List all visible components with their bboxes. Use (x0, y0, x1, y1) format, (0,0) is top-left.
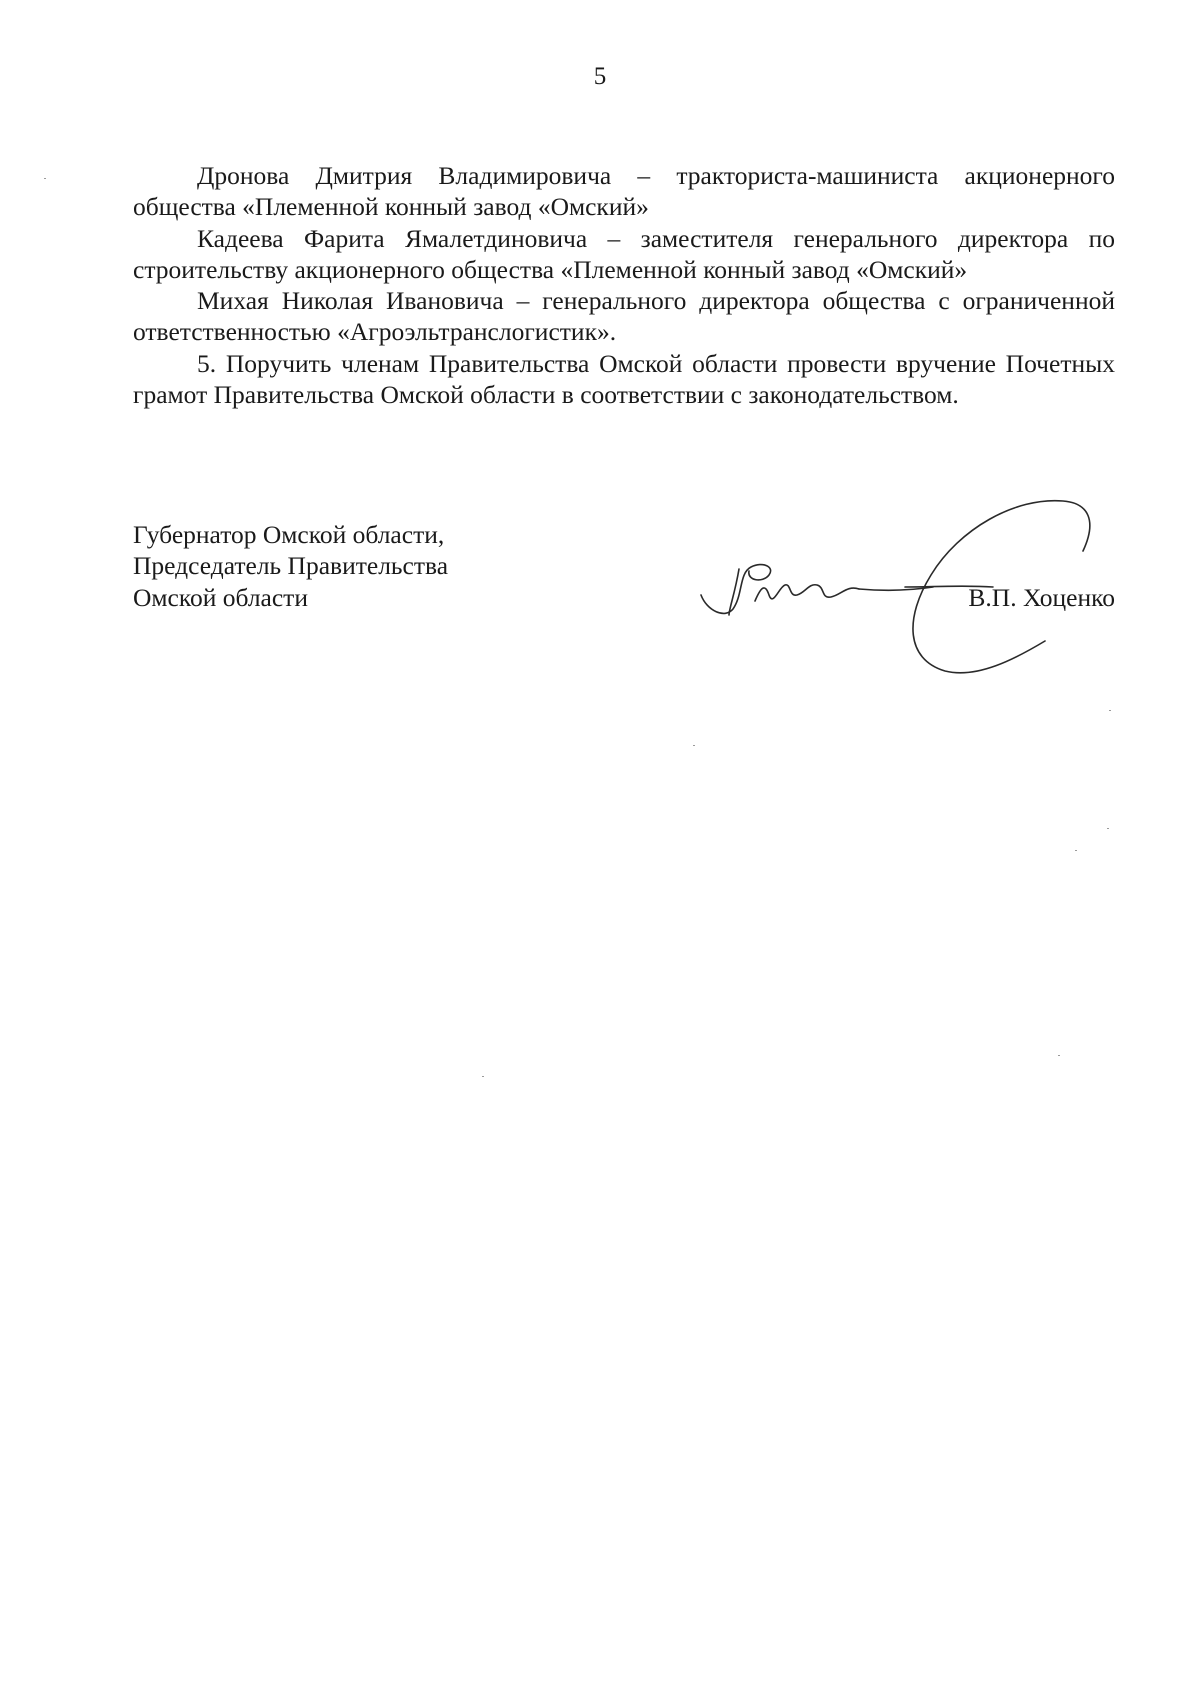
scan-speck (1058, 1055, 1060, 1056)
scan-speck (1075, 850, 1077, 851)
signatory-name: В.П. Хоценко (968, 582, 1115, 612)
signature-block (133, 519, 1115, 679)
scan-speck (482, 1076, 484, 1077)
position-line-governor: Губернатор Омской области, (133, 520, 445, 549)
page-number: 5 (593, 63, 607, 90)
scan-speck (693, 745, 695, 746)
award-paragraph-mikhai: Михая Николая Ивановича – генерального директора общества с ограниченной ответственностью «Агроэльтранслогистик». (133, 286, 1115, 347)
position-line-region: Омской области (133, 582, 308, 612)
award-paragraph-dronov: Дронова Дмитрия Владимировича – тракториста-машиниста акционерного общества «Племенной конный завод «Омский» (133, 161, 1115, 222)
signatory-position (133, 519, 448, 613)
scan-speck (1109, 710, 1111, 711)
scan-speck (1107, 828, 1109, 829)
instruction-paragraph: 5. Поручить членам Правительства Омской области провести вручение Почетных грамот Правительства Омской области в соответствии с законодательством. (133, 348, 1115, 410)
award-paragraph-kadeev: Кадеева Фарита Ямалетдиновича – заместителя генерального директора по строительству акционерного общества «Племенной конный завод «Омский» (133, 223, 1115, 284)
scan-speck (44, 178, 46, 179)
document-body (133, 160, 1115, 410)
position-line-chairman: Председатель Правительства (133, 551, 449, 581)
